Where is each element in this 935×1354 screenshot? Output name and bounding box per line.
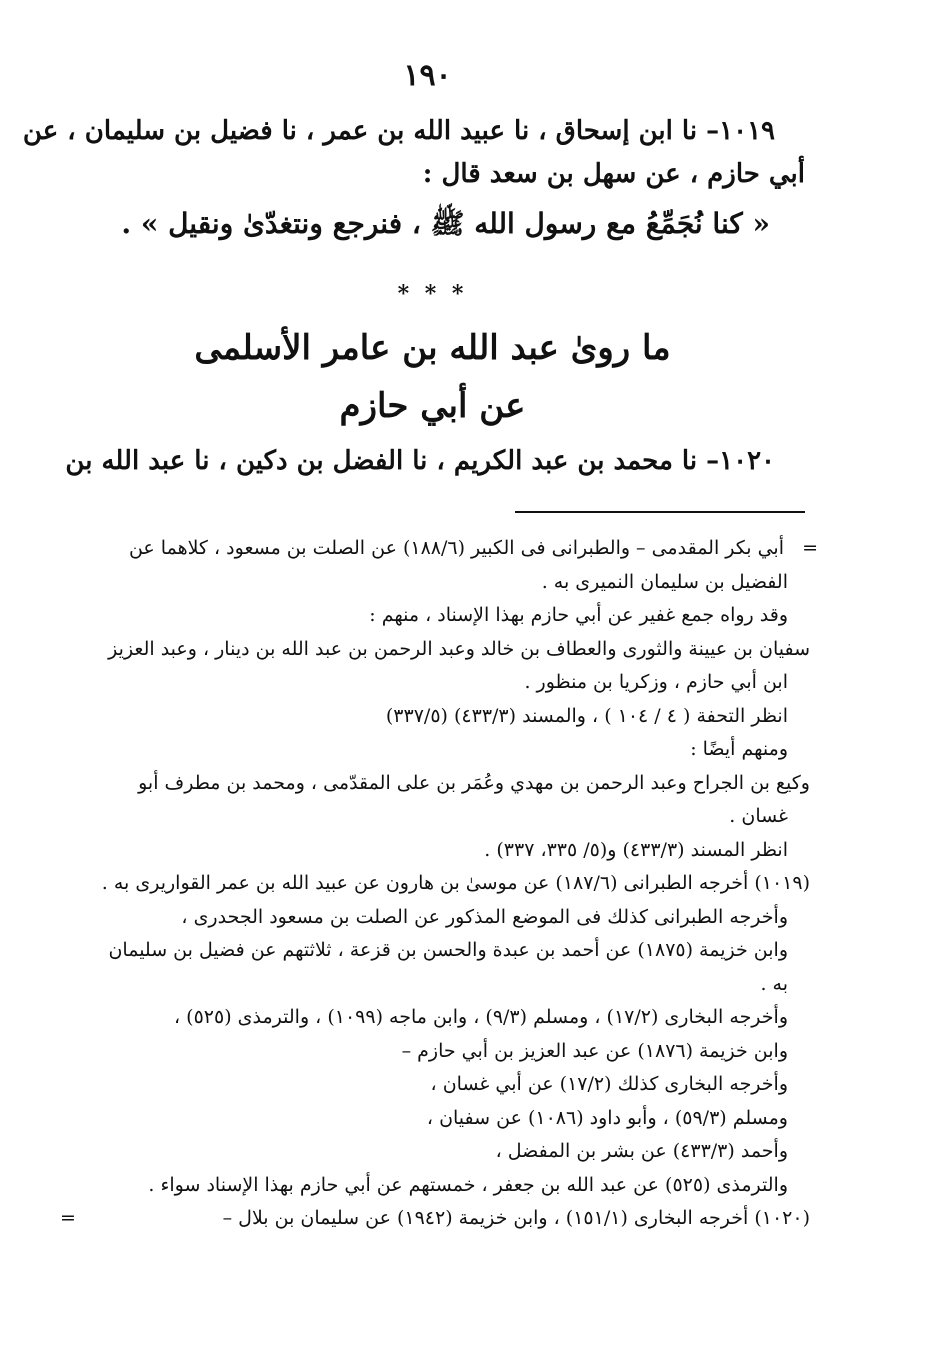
footnote-line: وأخرجه البخارى (١٧/٢) ، ومسلم (٩/٣) ، وابن ماجه (١٠٩٩) ، والترمذى (٥٢٥) ، (173, 1006, 788, 1028)
footnote-line: سفيان بن عيينة والثورى والعطاف بن خالد وعبد الرحمن بن عبد الله بن دينار ، وعبد العزيز (108, 637, 810, 660)
footnote-line: وكيع بن الجراح وعبد الرحمن بن مهدي وعُمَر بن على المقدّمى ، ومحمد بن مطرف أبو (138, 771, 810, 794)
footnote-line: ومنهم أيضًا : (690, 738, 788, 760)
footnote-line: وقد رواه جمع غفير عن أبي حازم بهذا الإسناد ، منهم : (369, 604, 788, 626)
end-marker: = (60, 1207, 76, 1229)
footnote-line: ابن أبي حازم ، وزكريا بن منظور . (524, 671, 788, 693)
continuation-marker: = (802, 537, 818, 559)
footnote-line: (١٠١٩) أخرجه الطبرانى (١٨٧/٦) عن موسىٰ بن هارون عن عبيد الله بن عمر القواريرى به . (101, 872, 810, 894)
footnote-line: وأخرجه البخارى كذلك (١٧/٢) عن أبي غسان ، (430, 1073, 788, 1095)
footnote-line: به . (760, 972, 788, 995)
footnotes (60, 532, 818, 1236)
footnote-text: أبي بكر المقدمى – والطبرانى فى الكبير (١٨٨/٦) عن الصلت بن مسعود ، كلاهما عن (128, 537, 784, 559)
footnote-line (60, 532, 818, 566)
footnote-divider (515, 511, 805, 513)
footnote-line: انظر المسند (٤٣٣/٣) و(٥/ ٣٣٥، ٣٣٧) . (484, 838, 788, 861)
footnote-line: الفضيل بن سليمان النميرى به . (541, 570, 788, 593)
hadith-1020-line: ١٠٢٠– نا محمد بن عبد الكريم ، نا الفضل بن دكين ، نا عبد الله بن (65, 446, 775, 476)
hadith-1019-quote: « كنا نُجَمِّعُ مع رسول الله ﷺ ، فنرجع ونتغدّىٰ ونقيل » . (121, 207, 770, 240)
hadith-1019-line-1: ١٠١٩– نا ابن إسحاق ، نا عبيد الله بن عمر ، نا فضيل بن سليمان ، عن (22, 116, 775, 146)
footnote-line (60, 1202, 810, 1236)
footnote-line: ومسلم (٥٩/٣) ، وأبو داود (١٠٨٦) عن سفيان ، (426, 1106, 788, 1129)
main-text (22, 110, 805, 483)
footnote-line: وابن خزيمة (١٨٧٦) عن عبد العزيز بن أبي حازم – (401, 1039, 788, 1062)
footnote-line: غسان . (729, 805, 788, 827)
footnote-line: وأحمد (٤٣٣/٣) عن بشر بن المفضل ، (495, 1140, 788, 1162)
footnote-line: وابن خزيمة (١٨٧٥) عن أحمد بن عبدة والحسن بن قزعة ، ثلاثتهم عن فضيل بن سليمان (108, 939, 788, 961)
section-title: ما روىٰ عبد الله بن عامر الأسلمى (194, 328, 671, 368)
hadith-1019-line-2: أبي حازم ، عن سهل بن سعد قال : (422, 159, 805, 189)
section-separator: * * * (397, 281, 468, 307)
footnote-text: (١٠٢٠) أخرجه البخارى (١٥١/١) ، وابن خزيمة (١٩٤٢) عن سليمان بن بلال – (222, 1207, 810, 1229)
footnote-line: انظر التحفة ( ٤ / ١٠٤ ) ، والمسند (٤٣٣/٣) (٣٣٧/٥) (385, 704, 788, 727)
page-number: ١٩٠ (403, 58, 452, 93)
section-subtitle: عن أبي حازم (339, 386, 526, 426)
footnote-line: والترمذى (٥٢٥) عن عبد الله بن جعفر ، خمستهم عن أبي حازم بهذا الإسناد سواء . (148, 1173, 788, 1196)
footnote-line: وأخرجه الطبرانى كذلك فى الموضع المذكور عن الصلت بن مسعود الجحدرى ، (181, 905, 788, 928)
